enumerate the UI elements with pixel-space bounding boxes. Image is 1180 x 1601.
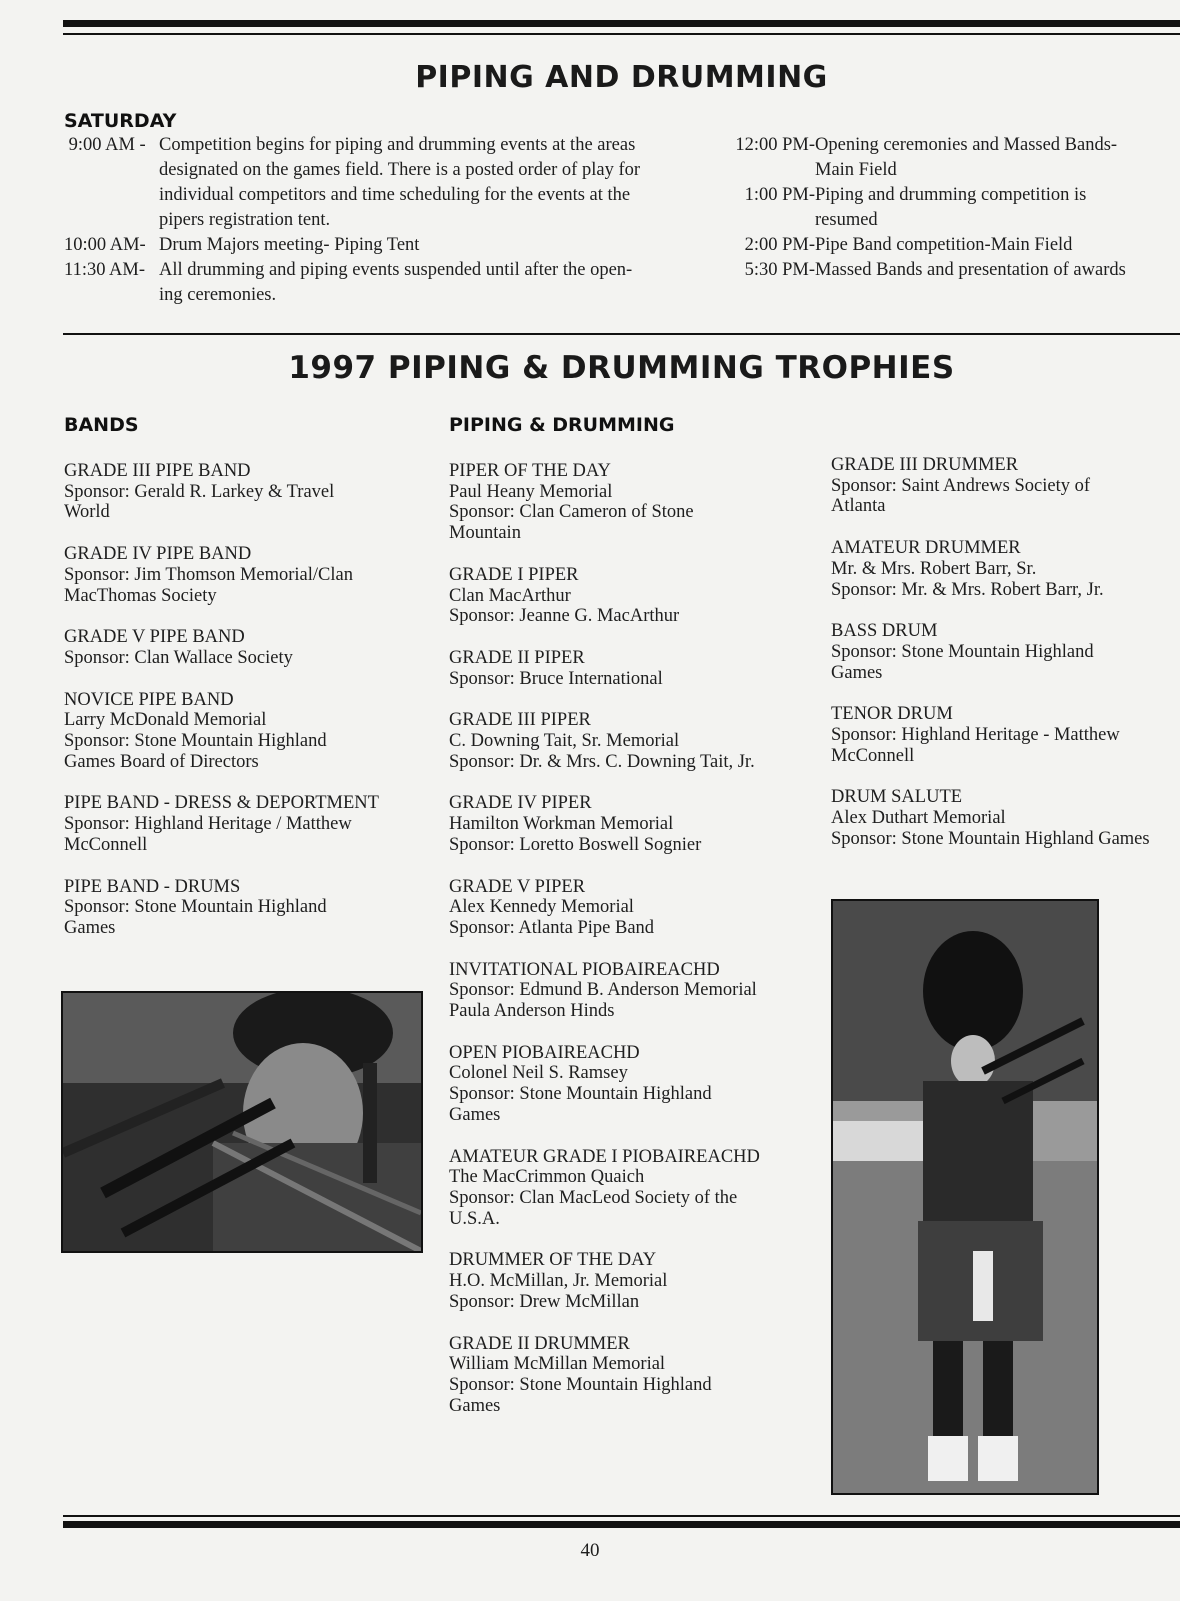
trophy-name: PIPE BAND - DRUMS (64, 876, 241, 897)
trophy-detail: Paula Anderson Hinds (449, 1001, 615, 1022)
schedule-text: Massed Bands and presentation of awards (815, 260, 1126, 280)
trophy-detail: Sponsor: Bruce International (449, 668, 663, 689)
schedule-time: 11:30 AM- (64, 260, 146, 280)
trophy-detail: Sponsor: Gerald R. Larkey & Travel (64, 481, 335, 502)
schedule-text: All drumming and piping events suspended until after the open- (159, 260, 633, 280)
trophy-entry (831, 538, 1180, 600)
trophy-detail: Atlanta (831, 496, 886, 517)
top-rule-thick (63, 20, 1180, 27)
schedule-time: 10:00 AM- (64, 235, 146, 255)
trophy-detail: MacThomas Society (64, 585, 217, 606)
trophy-name: AMATEUR DRUMMER (831, 538, 1021, 559)
trophy-detail: Sponsor: Stone Mountain Highland Games (831, 828, 1150, 849)
schedule-line (730, 208, 1180, 233)
trophy-name: DRUMMER OF THE DAY (449, 1250, 657, 1271)
trophy-name: INVITATIONAL PIOBAIREACHD (449, 959, 720, 980)
bands-trophy-list (64, 461, 434, 960)
trophy-entry (64, 627, 434, 668)
trophy-entry (64, 877, 434, 939)
schedule-line (730, 158, 1180, 183)
bottom-rule-thin (63, 1515, 1180, 1517)
trophy-detail: Sponsor: Mr. & Mrs. Robert Barr, Jr. (831, 579, 1104, 600)
trophy-detail: Games Board of Directors (64, 751, 259, 772)
trophy-entry (831, 704, 1180, 766)
trophy-detail: McConnell (831, 745, 915, 766)
trophy-entry (831, 621, 1180, 683)
trophy-detail: Paul Heany Memorial (449, 481, 613, 502)
trophy-detail: Alex Duthart Memorial (831, 808, 1006, 829)
piping-drumming-heading: PIPING & DRUMMING (449, 414, 675, 436)
page-number: 40 (580, 1540, 600, 1561)
trophy-detail: Sponsor: Highland Heritage / Matthew (64, 814, 352, 835)
trophy-detail: Sponsor: Atlanta Pipe Band (449, 917, 655, 938)
piping-trophy-list (449, 461, 814, 1437)
trophy-name: DRUM SALUTE (831, 787, 963, 808)
schedule-line (64, 133, 704, 158)
trophy-entry (64, 690, 434, 773)
schedule-line (730, 233, 1180, 258)
trophy-entry (449, 648, 814, 689)
trophy-name: AMATEUR GRADE I PIOBAIREACHD (449, 1146, 760, 1167)
trophy-name: GRADE III PIPE BAND (64, 461, 251, 481)
schedule-line (64, 158, 704, 183)
schedule-text: Competition begins for piping and drumming events at the areas (159, 135, 636, 155)
trophy-detail: Colonel Neil S. Ramsey (449, 1063, 628, 1084)
trophy-name: TENOR DRUM (831, 704, 953, 725)
schedule-text: ing ceremonies. (159, 285, 277, 305)
trophy-detail: Sponsor: Stone Mountain Highland (449, 1374, 712, 1395)
schedule-text: Drum Majors meeting- Piping Tent (159, 235, 420, 255)
trophy-detail: Sponsor: Stone Mountain Highland (64, 897, 327, 918)
trophy-detail: Mr. & Mrs. Robert Barr, Sr. (831, 558, 1037, 579)
trophy-name: NOVICE PIPE BAND (64, 689, 234, 710)
trophy-detail: Sponsor: Jim Thomson Memorial/Clan (64, 564, 353, 585)
schedule-line (730, 133, 1180, 158)
schedule-line (64, 258, 704, 283)
trophy-name: GRADE V PIPER (449, 876, 586, 897)
trophy-name: GRADE V PIPE BAND (64, 627, 245, 648)
schedule-time: 2:00 PM- (744, 235, 815, 255)
saturday-heading: SATURDAY (64, 110, 177, 132)
trophy-entry (449, 1250, 814, 1312)
trophy-detail: Mountain (449, 523, 521, 544)
schedule-time: 5:30 PM- (744, 260, 815, 280)
trophy-detail: H.O. McMillan, Jr. Memorial (449, 1271, 668, 1292)
trophy-name: GRADE III PIPER (449, 710, 591, 731)
trophy-entry (831, 455, 1180, 517)
trophy-name: BASS DRUM (831, 621, 938, 642)
trophy-detail: Games (449, 1104, 501, 1125)
schedule-line (64, 283, 704, 308)
schedule-time: 9:00 AM - (64, 135, 146, 155)
trophy-detail: Sponsor: Clan MacLeod Society of the (449, 1187, 738, 1208)
trophy-entry (64, 793, 434, 855)
trophy-detail: Alex Kennedy Memorial (449, 897, 634, 918)
trophy-detail: Sponsor: Edmund B. Anderson Memorial (449, 980, 757, 1001)
trophy-entry (449, 960, 814, 1022)
schedule-line (64, 183, 704, 208)
trophy-detail: Sponsor: Loretto Boswell Sognier (449, 834, 702, 855)
trophy-detail: U.S.A. (449, 1208, 500, 1229)
drumming-trophy-list (831, 455, 1180, 871)
schedule-text: Opening ceremonies and Massed Bands- (815, 135, 1118, 155)
pipers-photo (61, 991, 423, 1253)
trophy-detail: Games (831, 662, 883, 683)
schedule-line (730, 183, 1180, 208)
section-divider (63, 333, 1180, 335)
trophy-entry (449, 1147, 814, 1230)
trophy-detail: Sponsor: Saint Andrews Society of (831, 475, 1090, 496)
bottom-rule-thick (63, 1521, 1180, 1528)
schedule-line (730, 258, 1180, 283)
trophy-name: GRADE III DRUMMER (831, 455, 1019, 475)
trophy-name: GRADE IV PIPE BAND (64, 544, 252, 565)
schedule-left-column (64, 133, 704, 308)
trophy-detail: Clan MacArthur (449, 585, 571, 606)
trophy-detail: Sponsor: Clan Cameron of Stone (449, 502, 694, 523)
schedule-time: 12:00 PM- (735, 135, 815, 155)
schedule-text: individual competitors and time scheduling for the events at the (159, 185, 631, 205)
trophy-detail: Games (449, 1395, 501, 1416)
trophy-detail: Sponsor: Dr. & Mrs. C. Downing Tait, Jr. (449, 751, 755, 772)
trophy-detail: The MacCrimmon Quaich (449, 1167, 645, 1188)
schedule-line (64, 208, 704, 233)
trophy-entry (449, 877, 814, 939)
trophy-detail: Hamilton Workman Memorial (449, 814, 674, 835)
trophy-detail: McConnell (64, 834, 148, 855)
trophy-detail: Sponsor: Highland Heritage - Matthew (831, 725, 1120, 746)
trophy-entry (64, 461, 434, 523)
trophy-name: PIPER OF THE DAY (449, 461, 611, 481)
trophy-entry (64, 544, 434, 606)
trophy-detail: Sponsor: Stone Mountain Highland (831, 641, 1094, 662)
trophy-entry (449, 710, 814, 772)
bands-heading: BANDS (64, 414, 139, 436)
schedule-text: designated on the games field. There is a posted order of play for (159, 160, 641, 180)
schedule-text: Pipe Band competition-Main Field (815, 235, 1073, 255)
trophy-detail: World (64, 502, 110, 523)
trophy-detail: Sponsor: Drew McMillan (449, 1291, 640, 1312)
schedule-text: pipers registration tent. (159, 210, 331, 230)
trophy-name: OPEN PIOBAIREACHD (449, 1042, 640, 1063)
trophy-entry (831, 787, 1180, 849)
trophy-entry (449, 461, 814, 544)
schedule-right-column (730, 133, 1180, 283)
schedule-text: resumed (815, 210, 878, 230)
trophy-detail: Larry McDonald Memorial (64, 710, 267, 731)
schedule-text: Main Field (815, 160, 897, 180)
top-rule-thin (63, 33, 1180, 35)
schedule-text: Piping and drumming competition is (815, 185, 1087, 205)
trophy-detail: Sponsor: Stone Mountain Highland (449, 1084, 712, 1105)
trophy-detail: Sponsor: Stone Mountain Highland (64, 731, 327, 752)
schedule-line (64, 233, 704, 258)
trophy-detail: Sponsor: Jeanne G. MacArthur (449, 606, 680, 627)
trophy-detail: William McMillan Memorial (449, 1354, 666, 1375)
trophy-name: GRADE II PIPER (449, 647, 585, 668)
trophy-entry (449, 1043, 814, 1126)
trophy-detail: Sponsor: Clan Wallace Society (64, 647, 293, 668)
schedule-title: PIPING AND DRUMMING (415, 60, 828, 95)
trophy-detail: C. Downing Tait, Sr. Memorial (449, 731, 680, 752)
trophy-name: GRADE II DRUMMER (449, 1333, 630, 1354)
trophy-detail: Games (64, 917, 116, 938)
trophy-entry (449, 1334, 814, 1417)
trophy-name: GRADE IV PIPER (449, 793, 592, 814)
schedule-time: 1:00 PM- (744, 185, 815, 205)
piper-standing-photo (831, 899, 1099, 1495)
trophy-name: PIPE BAND - DRESS & DEPORTMENT (64, 793, 379, 814)
trophy-entry (449, 565, 814, 627)
trophy-entry (449, 793, 814, 855)
trophy-name: GRADE I PIPER (449, 564, 579, 585)
trophies-title: 1997 PIPING & DRUMMING TROPHIES (288, 350, 955, 386)
